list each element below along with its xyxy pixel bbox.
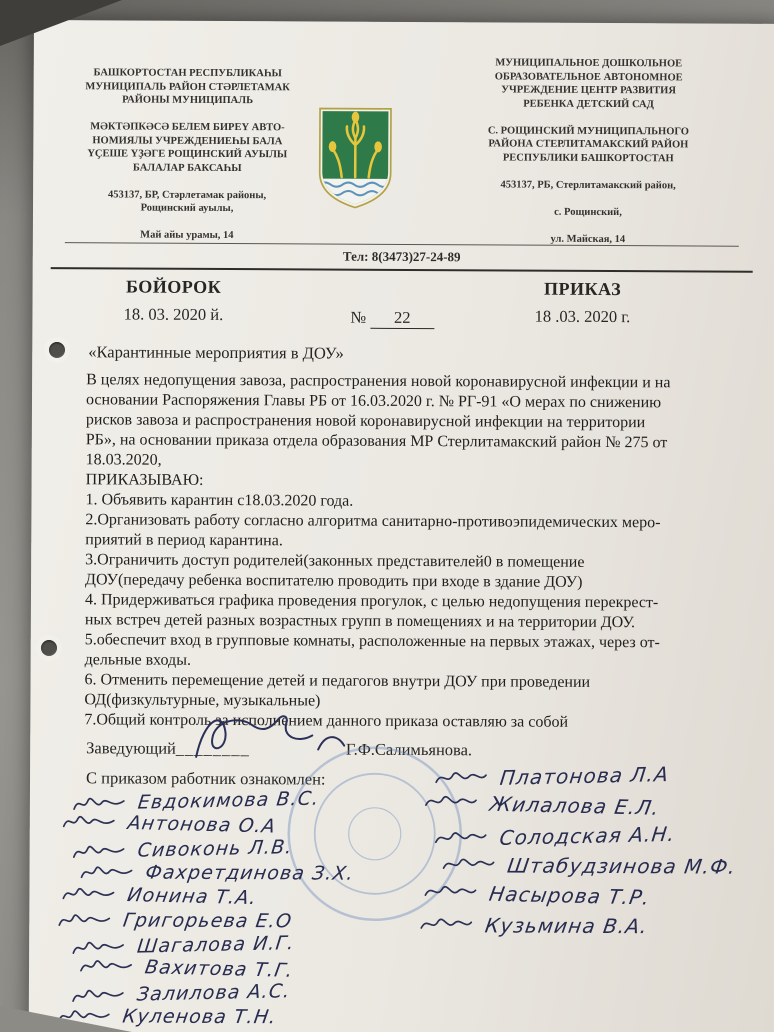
order-body-line: 1. Объявить карантин с18.03.2020 года. (85, 491, 354, 510)
signature-name: Насырова Т.Р. (487, 881, 653, 910)
order-heading-bashkir (88, 276, 258, 325)
signatures-right-column (419, 760, 736, 942)
order-body-line: приятий в период карантина. (85, 531, 283, 550)
letterhead-line: МУНИЦИПАЛЬНОЕ ДОШКОЛЬНОЕ (495, 57, 683, 70)
coat-of-arms (317, 105, 394, 209)
signature-scrawl-icon (442, 854, 496, 876)
signature-row (433, 817, 736, 854)
letterhead-line: БАШКОРТОСТАН РЕСПУБЛИКАҺЫ (93, 67, 282, 80)
signature-row (423, 877, 736, 915)
signature-name: Ионина Т.А. (125, 884, 259, 910)
signature-row (71, 978, 354, 1008)
signature-row (442, 850, 737, 882)
order-heading-russian (482, 278, 682, 327)
order-body-line: 18.03.2020, (85, 451, 162, 469)
letterhead-line: РАЙОНЫ МУНИЦИПАЛЬ (122, 94, 254, 107)
letterhead-line: Рощинский ауылы, (140, 202, 234, 215)
order-body (84, 370, 766, 734)
punch-hole (41, 640, 57, 656)
letterhead-line: УЧРЕЖДЕНИЕ ЦЕНТР РАЗВИТИЯ (501, 84, 676, 97)
phone-number: Тел: 8(3473)27-24-89 (342, 248, 461, 265)
acknowledgement-label: С приказом работник ознакомлен: (85, 768, 326, 789)
signature-scrawl-icon (423, 881, 478, 904)
order-body-line: 5.обеспечит вход в групповые комнаты, расположенные на первых этажах, через от- (84, 631, 660, 652)
signature-name: Фахретдинова З.Х. (143, 861, 356, 885)
signature-scrawl-icon (57, 909, 111, 931)
signature-scrawl-icon (61, 882, 116, 905)
signature-name: Платонова Л.А (498, 761, 671, 790)
signature-name: Григорьева Е.О (121, 909, 294, 933)
signature-name: Солодская А.Н. (498, 821, 677, 850)
signature-name: Жилалова Е.Л. (487, 791, 662, 820)
order-number-label: № (350, 307, 367, 327)
order-body-line: 3.Ограничить доступ родителей(законных представителей0 в помещение (85, 551, 585, 571)
order-body-line: ОД(физкультурные, музыкальные) (84, 691, 321, 710)
letterhead-line: ОБРАЗОВАТЕЛЬНОЕ АВТОНОМНОЕ (494, 70, 683, 83)
signature-scrawl-icon (71, 984, 125, 1007)
order-heading (32, 276, 774, 340)
letterhead-line: ул. Майская, 14 (550, 233, 626, 245)
photo-corner-shadow (0, 0, 122, 46)
order-body-line: ДОУ(передачу ребенка воспитателю проводить при входе в здание ДОУ) (85, 571, 583, 591)
order-number-value: 22 (370, 308, 434, 329)
signer-role: Заведующий (86, 738, 176, 758)
letterhead-line: 453137, РБ, Стерлитамакский район, (500, 178, 676, 191)
order-number (350, 308, 434, 329)
signature-name: Куленова Т.Н. (121, 1005, 279, 1029)
letterhead-line: с. Рощинский, (554, 206, 622, 218)
punch-hole (49, 342, 65, 358)
signature-blank: ________ (175, 738, 250, 759)
signature-name: Штабудзинова М.Ф. (505, 853, 738, 879)
signatures-left-column (57, 788, 355, 1030)
letterhead-line: БАЛАЛАР БАКСАҺЫ (132, 162, 242, 174)
signature-row (71, 834, 354, 864)
order-body-line: 6. Отменить перемещение детей и педагогов внутри ДОУ при проведении (84, 671, 591, 691)
order-body-line: ПРИКАЗЫВАЮ: (85, 471, 204, 489)
order-body-line: 4. Придерживаться графика проведения прогулок, с целью недопущения перекрест- (84, 591, 659, 612)
signature-scrawl-icon (419, 914, 473, 936)
order-body-line: В целях недопущения завоза, распространения новой коронавирусной инфекции и на (86, 371, 671, 392)
order-date-russian: 18 .03. 2020 г. (534, 306, 631, 327)
letterhead-line: МУНИЦИПАЛЬ РАЙОН СТӘРЛЕТАМАК (85, 80, 290, 93)
order-title-bashkir: БОЙОРОК (125, 276, 222, 297)
letterhead-bashkir (61, 66, 314, 243)
signature-name: Залилова А.С. (135, 980, 292, 1006)
signature-name: Вахитова Т.Г. (143, 956, 296, 982)
photo-bottom-wedge (0, 1006, 132, 1032)
order-body-line: 2.Организовать работу согласно алгоритма санитарно-противоэпидемических меро- (85, 511, 661, 532)
signature-row (419, 910, 736, 942)
signature-scrawl-icon (79, 955, 134, 978)
letterhead-line: Май айы урамы, 14 (140, 229, 234, 242)
signature-name: Евдокимова В.С. (136, 787, 321, 814)
order-body-line: рисков завоза и распространения новой коронавирусной инфекции на территории (85, 411, 646, 432)
signature-scrawl-icon (71, 840, 125, 863)
letterhead-line (61, 174, 313, 189)
letterhead-line: РАЙОНА СТЕРЛИТАМАКСКИЙ РАЙОН (488, 138, 689, 151)
letterhead-line: МӘКТӘПКӘСӘ БЕЛЕМ БИРЕҮ АВТО- (90, 121, 285, 134)
letterhead-line: С. РОЩИНСКИЙ МУНИЦИПАЛЬНОГО (487, 124, 690, 137)
order-body-line: ных встреч детей разных возрастных групп в помещениях и на территории ДОУ. (84, 611, 636, 632)
coat-of-arms-graphic (317, 105, 394, 209)
order-body-line: РБ», на основании приказа отдела образования МР Стерлитамакский район № 275 от (85, 431, 668, 452)
signature-scrawl-icon (62, 810, 117, 833)
letterhead-line (61, 107, 313, 122)
order-date-bashkir: 18. 03. 2020 й. (123, 304, 224, 324)
letterhead-line: ҮҪЕШЕ ҮҘӘГЕ РОЩИНСКИЙ АУЫЛЫ (87, 148, 288, 161)
signature-name: Шагалова И.Г. (135, 932, 296, 958)
signature-scrawl-icon (424, 791, 479, 814)
signature-name: Кузьмина В.А. (483, 913, 650, 939)
signature-name: Антонова О.А (125, 812, 278, 838)
order-body-line: 7.Общий контроль за исполнением данного приказа оставляю за собой (84, 711, 569, 731)
signer-name: Г.Ф.Салимьянова. (345, 739, 473, 760)
order-body-line: основании Распоряжения Главы РБ от 16.03.2020 г. № РГ-91 «О мерах по снижению (85, 391, 662, 412)
order-subject: «Карантинные мероприятия в ДОУ» (88, 342, 344, 363)
document-page (29, 20, 774, 1032)
letterhead-line: НОМИЯЛЫ УЧРЕЖДЕНИЕҺЫ БАЛА (92, 134, 283, 147)
letterhead-russian (431, 56, 746, 247)
order-title-russian: ПРИКАЗ (543, 278, 622, 300)
signature-scrawl-icon (434, 827, 488, 850)
signature-name: Сивоконь Л.В. (136, 836, 294, 862)
letterhead-line: РЕСПУБЛИКИ БАШКОРТОСТАН (502, 151, 674, 164)
letterhead-line (61, 215, 313, 230)
signature-scrawl-icon (79, 861, 133, 883)
order-body-line: дельные входы. (84, 651, 192, 669)
letterhead-separator (51, 242, 753, 273)
letterhead-line: 453137, БР, Стәрлетамак районы, (107, 188, 267, 201)
letterhead-line: РЕБЕНКА ДЕТСКИЙ САД (523, 98, 654, 110)
